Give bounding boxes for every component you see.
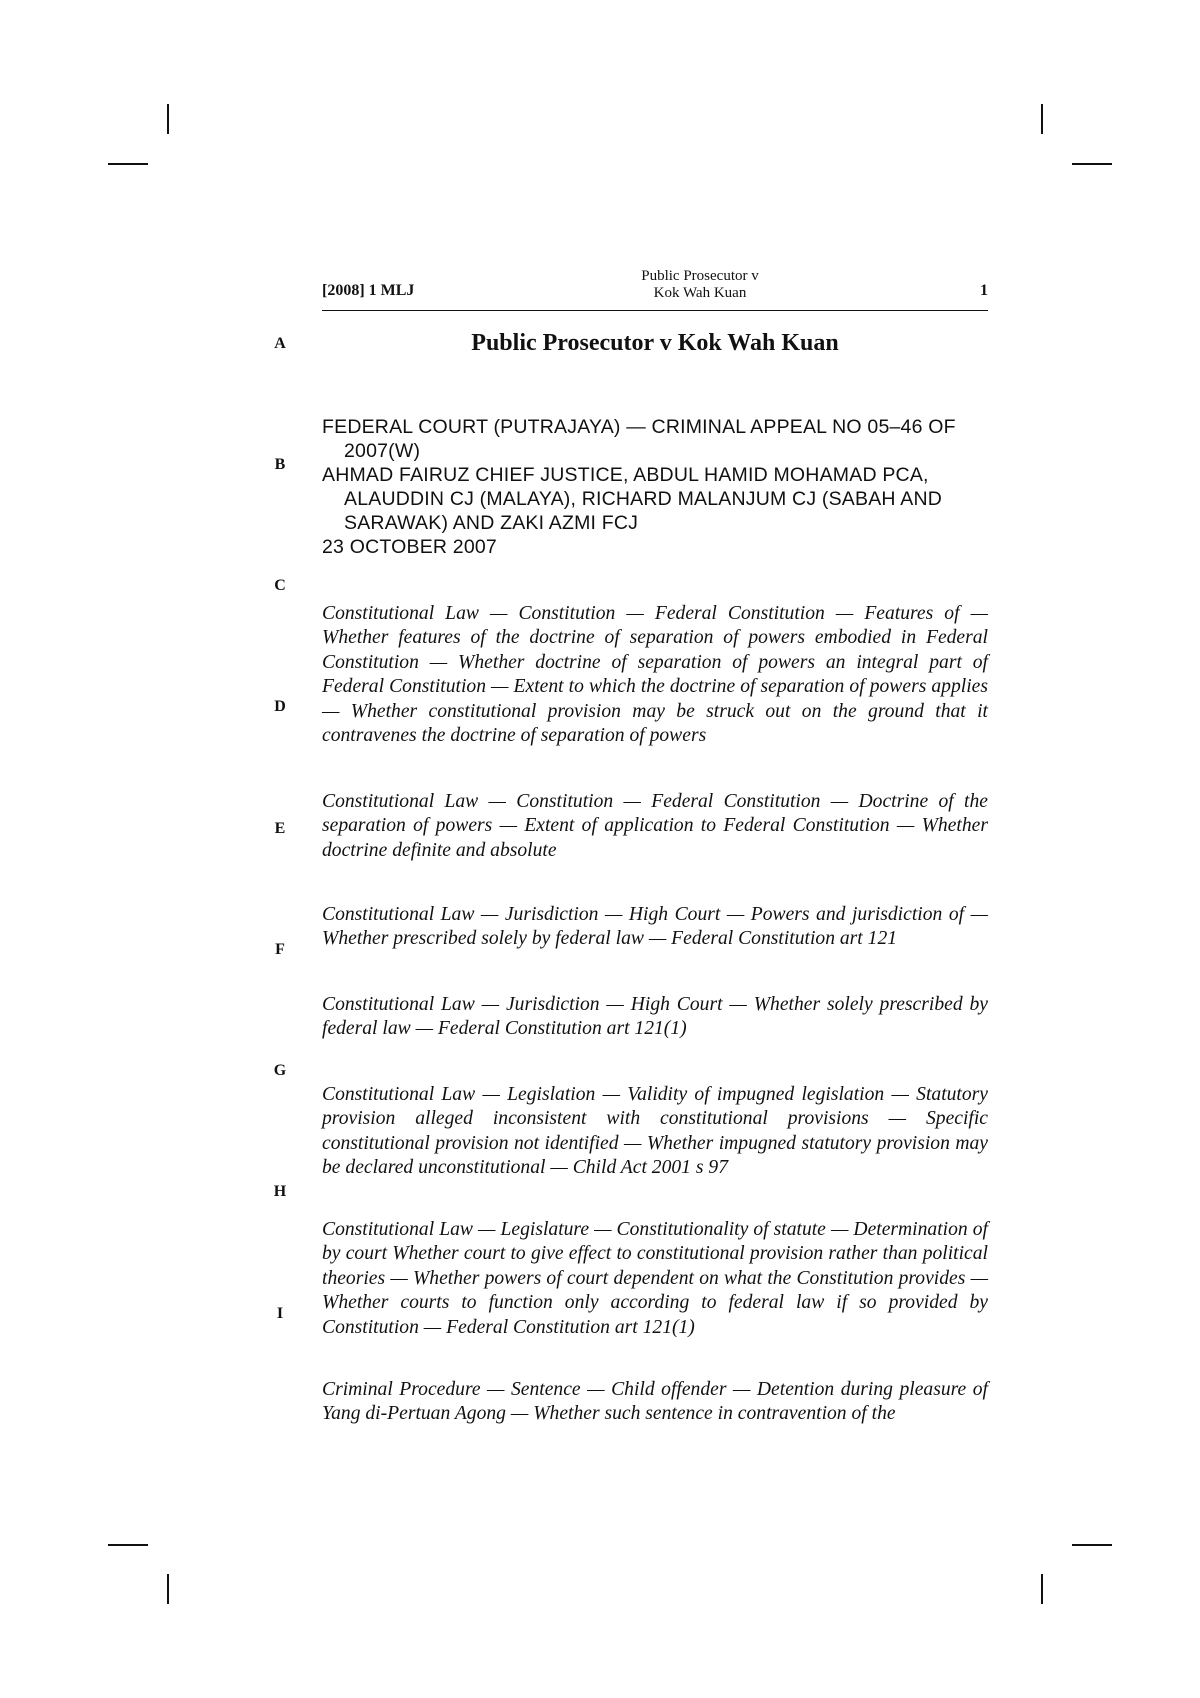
- margin-letter-h: H: [273, 1183, 287, 1200]
- header-citation: [2008] 1 MLJ: [322, 282, 415, 299]
- judges-line: AHMAD FAIRUZ CHIEF JUSTICE, ABDUL HAMID MOHAMAD PCA, ALAUDDIN CJ (MALAYA), RICHARD MALANJUM CJ (SABAH AND SARAWAK) AND ZAKI AZMI FCJ: [322, 464, 943, 534]
- header-running-title-line2: Kok Wah Kuan: [653, 285, 747, 301]
- case-title: Public Prosecutor v Kok Wah Kuan: [471, 330, 839, 356]
- margin-letter-f: F: [275, 941, 285, 958]
- catchword-6: Constitutional Law — Legislature — Constitutionality of statute — Determination of by court Whether court to give effect to constitutional provision rather than political theories — Whether powers of court dependent on what the Constitution provides — Whether courts to function only according to federal law if so provided by Constitution — Federal Constitution art 121(1): [322, 1219, 988, 1338]
- margin-letter-i: I: [276, 1305, 284, 1322]
- header-page-number: 1: [980, 282, 988, 299]
- margin-letter-b: B: [274, 456, 286, 473]
- catchword-2: Constitutional Law — Constitution — Federal Constitution — Doctrine of the separation of powers — Extent of application to Federal Constitution — Whether doctrine definite and absolute: [322, 791, 988, 861]
- catchword-3: Constitutional Law — Jurisdiction — High Court — Powers and jurisdiction of — Whether prescribed solely by federal law — Federal Constitution art 121: [322, 904, 988, 950]
- catchword-7: Criminal Procedure — Sentence — Child offender — Detention during pleasure of Yang di-Pertuan Agong — Whether such sentence in contravention of the: [322, 1379, 988, 1425]
- margin-letter-g: G: [273, 1062, 287, 1079]
- crop-mark-top-left-vertical: [167, 104, 169, 134]
- catchword-5: Constitutional Law — Legislation — Validity of impugned legislation — Statutory provision alleged inconsistent with constitutional provisions — Specific constitutional provision not identified — Whether impugned statutory provision may be declared unconstitutional — Child Act 2001 s 97: [322, 1084, 988, 1179]
- margin-letter-a: A: [274, 335, 286, 352]
- crop-mark-bottom-right-horizontal: [1072, 1544, 1112, 1546]
- crop-mark-bottom-left-horizontal: [108, 1544, 148, 1546]
- catchword-1: Constitutional Law — Constitution — Federal Constitution — Features of — Whether features of the doctrine of separation of powers embodied in Federal Constitution — Whether doctrine of separation of powers an integral part of Federal Constitution — Extent to which the doctrine of separation of powers applies — Whether constitutional provision may be struck out on the ground that it contravenes the doctrine of separation of powers: [322, 603, 988, 747]
- margin-letter-e: E: [274, 820, 286, 837]
- crop-mark-top-right-vertical: [1041, 104, 1043, 134]
- crop-mark-top-left-horizontal: [108, 163, 148, 165]
- judgment-date: 23 OCTOBER 2007: [322, 536, 497, 558]
- court-line: FEDERAL COURT (PUTRAJAYA) — CRIMINAL APPEAL NO 05–46 OF 2007(W): [322, 416, 956, 462]
- court-details: [322, 415, 988, 559]
- catchword-4: Constitutional Law — Jurisdiction — High Court — Whether solely prescribed by federal law — Federal Constitution art 121(1): [322, 994, 988, 1040]
- margin-letter-c: C: [274, 577, 286, 594]
- margin-letter-d: D: [274, 698, 286, 715]
- header-running-title-line1: Public Prosecutor v: [641, 268, 759, 284]
- header-running-title: [620, 268, 780, 302]
- header-rule: [322, 310, 988, 311]
- crop-mark-bottom-left-vertical: [167, 1574, 169, 1604]
- crop-mark-bottom-right-vertical: [1041, 1574, 1043, 1604]
- crop-mark-top-right-horizontal: [1072, 163, 1112, 165]
